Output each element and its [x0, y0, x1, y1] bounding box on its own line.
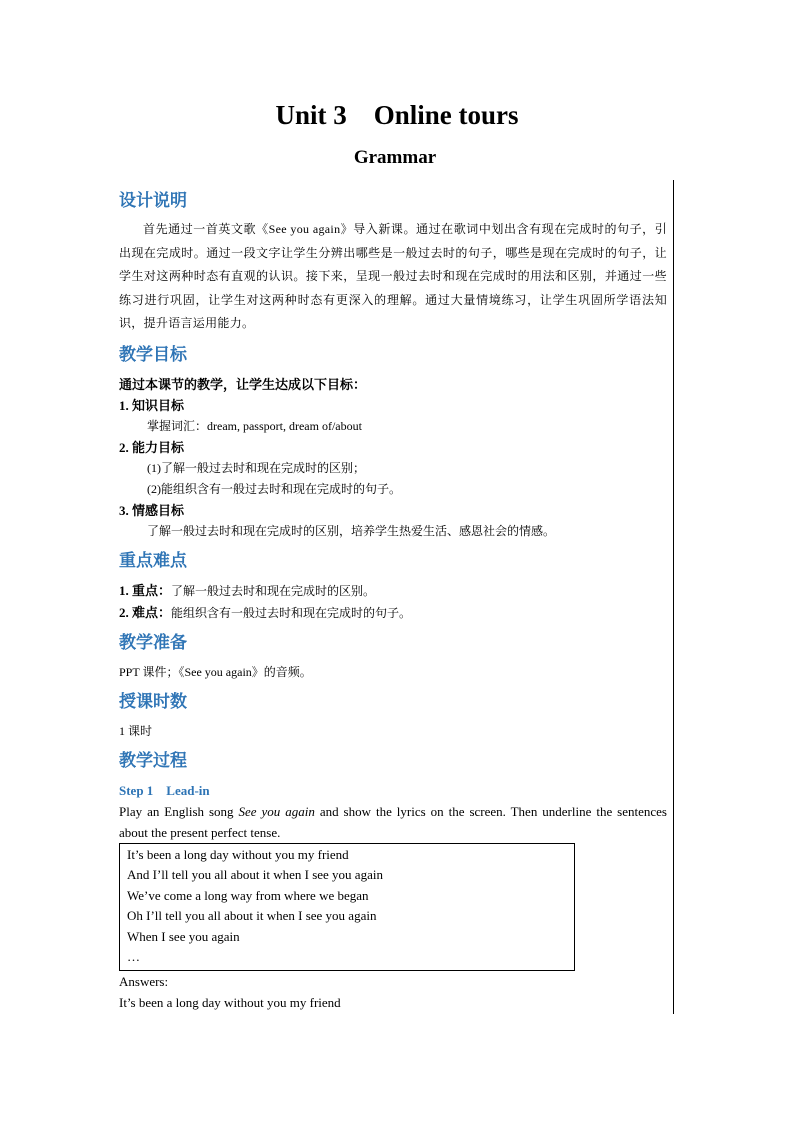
- prep-text: PPT 课件；《See you again》的音频。: [119, 664, 312, 679]
- heading-hours: 授课时数: [119, 691, 187, 712]
- lyric-line: It’s been a long day without you my friend: [127, 846, 349, 862]
- lyric-line: …: [127, 949, 140, 964]
- step-1-text-after: and show the lyrics on the screen. Then underline the sentences about the present perfect tense.: [119, 803, 667, 840]
- knowledge-title: 1. 知识目标: [119, 397, 185, 413]
- margin-rule: [673, 180, 674, 1014]
- ability-title: 2. 能力目标: [119, 439, 185, 455]
- lyrics-box: [119, 843, 575, 971]
- page-subtitle: Grammar: [353, 147, 437, 168]
- ability-item-1: (1)了解一般过去时和现在完成时的区别；: [147, 460, 365, 475]
- emotion-item: 了解一般过去时和现在完成时的区别，培养学生热爱生活、感恩社会的情感。: [147, 523, 556, 538]
- difficult-point-label: 2. 难点：: [119, 604, 172, 620]
- heading-goals: 教学目标: [119, 344, 187, 365]
- lyric-line: We’ve come a long way from where we began: [127, 887, 369, 903]
- heading-keypoints: 重点难点: [119, 550, 187, 571]
- key-point: [119, 580, 667, 602]
- hours-text: 1 课时: [119, 723, 153, 738]
- difficult-point-text: 能组织含有一般过去时和现在完成时的句子。: [171, 605, 412, 620]
- page-title: Unit 3 Online tours: [275, 100, 519, 130]
- emotion-title: 3. 情感目标: [119, 502, 185, 518]
- ability-item-2: (2)能组织含有一般过去时和现在完成时的句子。: [147, 481, 401, 496]
- heading-prep: 教学准备: [119, 632, 187, 653]
- step-1-title: Step 1 Lead-in: [119, 782, 210, 798]
- goals-intro: 通过本课节的教学，让学生达成以下目标：: [119, 376, 367, 392]
- knowledge-item: 掌握词汇：dream, passport, dream of/about: [147, 418, 362, 433]
- lyric-line: When I see you again: [127, 928, 240, 944]
- answer-line: It’s been a long day without you my friend: [119, 994, 341, 1010]
- heading-design: 设计说明: [119, 191, 187, 211]
- answers-label: Answers:: [119, 973, 169, 989]
- design-paragraph: 首先通过一首英文歌《See you again》导入新课。通过在歌词中划出含有现在完成时的句子，引出现在完成时。通过一段文字让学生分辨出哪些是一般过去时的句子，哪些是现在完成时的句子，让学生对这两种时态有直观的认识。接下来，呈现一般过去时和现在完成时的用法和区别，并通过一些练习进行巩固，让学生对这两种时态有更深入的理解。通过大量情境练习，让学生巩固所学语法知识，提升语言运用能力。: [119, 222, 667, 330]
- song-title: See you again: [238, 803, 315, 819]
- lyric-line: Oh I’ll tell you all about it when I see you again: [127, 908, 377, 923]
- difficult-point: [119, 602, 667, 624]
- lyric-line: And I’ll tell you all about it when I see you again: [127, 867, 383, 882]
- key-point-text: 了解一般过去时和现在完成时的区别。: [171, 583, 376, 598]
- step-1-text-before: Play an English song: [119, 803, 239, 819]
- heading-process: 教学过程: [119, 750, 187, 771]
- content-column: [119, 186, 667, 1013]
- step-1-text: [119, 801, 667, 843]
- key-point-label: 1. 重点：: [119, 582, 172, 598]
